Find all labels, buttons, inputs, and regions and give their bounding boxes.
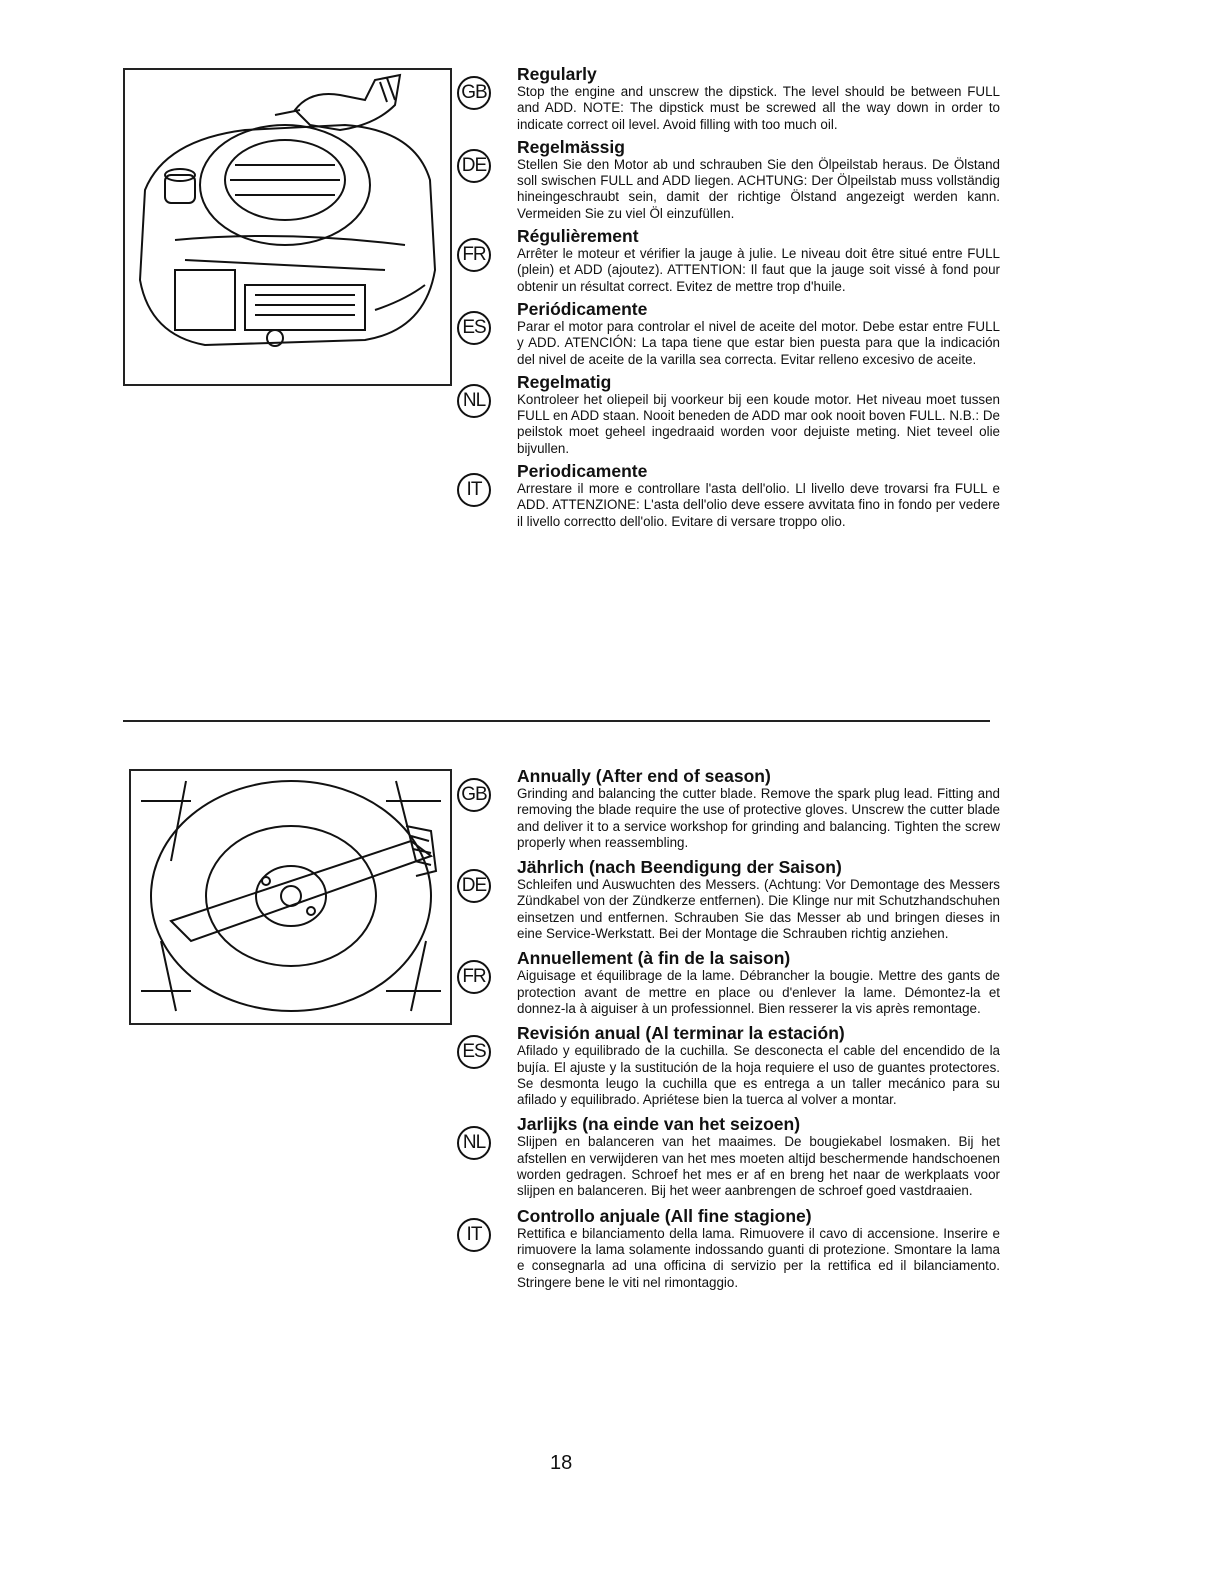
entry-body: Parar el motor para controlar el nivel de aceite del motor. Debe estar entre FULL y ADD. ATENCIÓN: La tapa tiene que estar bien puesta para que la indicación del nivel de aceite de la varilla sea correcta. Evitar relleno excesivo de aceite. — [517, 318, 1000, 367]
language-badge-it: IT — [457, 473, 491, 507]
entry-it-controllo-anjuale — [455, 1206, 1000, 1291]
language-badge-it: IT — [457, 1218, 491, 1252]
cutter-blade-illustration — [129, 769, 452, 1025]
language-badge-es: ES — [457, 311, 491, 345]
language-badge-es: ES — [457, 1035, 491, 1069]
language-badge-de: DE — [457, 869, 491, 903]
entry-title: Regelmatig — [517, 371, 612, 392]
language-badge-nl: NL — [457, 1126, 491, 1160]
entry-title: Jarlijks (na einde van het seizoen) — [517, 1114, 801, 1135]
entry-gb-regularly — [455, 64, 1000, 133]
entry-body: Arrêter le moteur et vérifier la jauge à julie. Le niveau doit être situé entre FULL (plein) et ADD (ajoutez). ATTENTION: Il faut que la jauge soit vissé à fond pour obtenir un résultat correct. Evitez de mettre trop d'huile. — [517, 246, 1000, 294]
entry-body: Afilado y equilibrado de la cuchilla. Se desconecta el cable del encendido de la bujía. El ajuste y la sustitución de la hoja requiere el uso de guantes protectores. Se desmonta leugo la cuchilla que es entrega a un taller mecánico para su afilado y equilibrado. Apriétese bien la tuerca al volver a montar. — [517, 1043, 1000, 1108]
blade-drawing — [131, 771, 450, 1023]
entry-body: Arrestare il more e controllare l'asta dell'olio. Ll livello deve trovarsi fra FULL e ADD. ATTENZIONE: L'asta dell'olio deve essere avvitata fino in fondo per vedere il livello correctto dell'olio. Evitare di versare troppo olio. — [517, 481, 1000, 529]
entry-nl-regelmatig — [455, 372, 1000, 457]
entry-nl-jarlijks — [455, 1114, 1000, 1199]
entry-de-jahrlich — [455, 857, 1000, 942]
entry-title: Regularly — [517, 64, 597, 84]
entry-title: Periodicamente — [517, 461, 648, 482]
entry-title: Revisión anual (Al terminar la estación) — [517, 1023, 845, 1044]
language-badge-nl: NL — [457, 384, 491, 418]
language-badge-de: DE — [457, 149, 491, 183]
entry-title: Annuellement (à fin de la saison) — [517, 948, 791, 969]
entry-it-periodicamente — [455, 461, 1000, 530]
entry-title: Controllo anjuale (All fine stagione) — [517, 1205, 812, 1226]
entry-body: Schleifen und Auswuchten des Messers. (Achtung: Vor Demontage des Messers Zündkabel von der Zündkerze entfernen). Die Klinge nur mit Schutzhandschuhen einsetzen und entfernen. Schrauben Sie das Messer ab und bringen dieses in eine Service-Werkstatt. Bei der Montage die Schrauben richtig anziehen. — [517, 877, 1000, 942]
engine-dipstick-illustration — [123, 68, 452, 386]
entry-body: Kontroleer het oliepeil bij voorkeur bij een koude motor. Het niveau moet tussen FULL en ADD staan. Nooit beneden de ADD mar ook nooit boven FULL. N.B.: De peilstok moet geheel ingedraaid worden voor dejuiste meting. Niet teveel olie bijvullen. — [517, 391, 1000, 456]
entry-es-periodicamente — [455, 299, 1000, 368]
entry-title: Régulièrement — [517, 226, 639, 247]
entry-body: Grinding and balancing the cutter blade. Remove the spark plug lead. Fitting and removing the blade require the use of protective gloves. Unscrew the cutter blade and deliver it to a service workshop for grinding and balancing. Tighten the screw properly when reassembling. — [517, 786, 1000, 850]
entry-title: Regelmässig — [517, 136, 625, 157]
entry-de-regelmassig — [455, 137, 1000, 222]
language-badge-fr: FR — [457, 238, 491, 272]
page-number: 18 — [550, 1452, 573, 1474]
pointing-hand-icon — [275, 75, 400, 130]
entry-body: Slijpen en balanceren van het maaimes. De bougiekabel losmaken. Bij het afstellen en verwijderen van het mes moeten altijd beschermende handschoenen worden gedragen. Schroef het mes er af en breng het naar de werkplaats voor slijpen en balanceren. Bij het weer aanbrengen de schroef goed vastdraaien. — [517, 1134, 1000, 1199]
entry-body: Stop the engine and unscrew the dipstick. The level should be between FULL and ADD. NOTE: The dipstick must be screwed all the way down in order to indicate correct oil level. Avoid filling with too much oil. — [517, 84, 1000, 132]
entry-es-revision-anual — [455, 1023, 1000, 1108]
entry-title: Jährlich (nach Beendigung der Saison) — [517, 857, 842, 878]
language-badge-gb: GB — [457, 778, 491, 812]
blade-maintenance-section — [455, 766, 1000, 1297]
language-badge-fr: FR — [457, 960, 491, 994]
entry-title: Annually (After end of season) — [517, 766, 771, 786]
entry-body: Aiguisage et équilibrage de la lame. Débrancher la bougie. Mettre des gants de protection avant de mettre en place ou d'enlever la lame. Démontez-la et donnez-la à aiguiser à un professionnel. Bien resserer la vis après remontage. — [517, 968, 1000, 1016]
language-badge-gb: GB — [457, 76, 491, 110]
entry-body: Stellen Sie den Motor ab und schrauben Sie den Ölpeilstab heraus. De Ölstand soll swischen FULL and ADD liegen. ACHTUNG: Der Ölpeilstab muss vollständig hineingeschraubt sein, damit der richtige Ölstand angezeigt werden kann. Vermeiden Sie zu viel Öl einzufüllen. — [517, 156, 1000, 221]
entry-body: Rettifica e bilanciamento della lama. Rimuovere il cavo di accensione. Inserire e rimuovere la lama solamente indossando guanti di protezione. Smontare la lama e consegnarla ad una officina di servizio per la rettifica ed il bilanciamento. Stringere bene le viti nel rimontaggio. — [517, 1225, 1000, 1290]
entry-gb-annually — [455, 766, 1000, 851]
entry-fr-annuellement — [455, 948, 1000, 1017]
entry-fr-regulierement — [455, 226, 1000, 295]
engine-drawing — [125, 70, 450, 384]
entry-title: Periódicamente — [517, 298, 648, 319]
section-divider — [123, 720, 990, 722]
oil-check-section — [455, 64, 1000, 534]
